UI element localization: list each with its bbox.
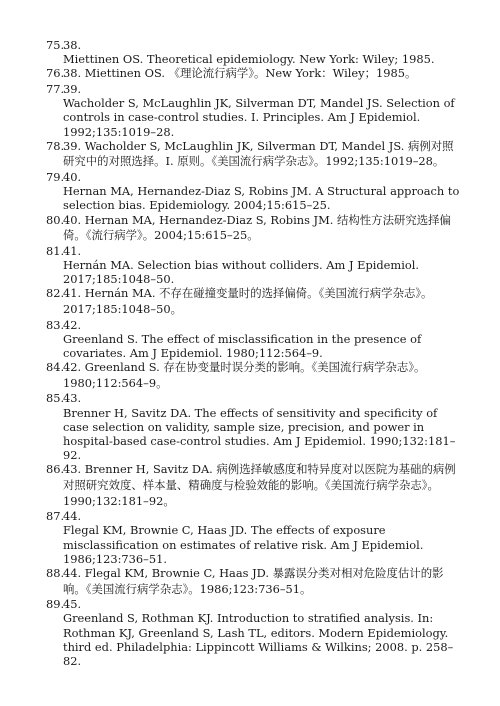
reference-entry	[0, 244, 500, 287]
reference-number: 76.	[46, 66, 65, 81]
reference-text: 44. Flegal KM, Brownie C, Haas JD. 暴露误分类对相对危险度估计的影响。《美国流行病学杂志》。1986;123:736–51。	[63, 566, 444, 596]
reference-number: 86.	[46, 462, 65, 477]
reference-number: 87.	[46, 509, 65, 524]
reference-citation: Miettinen OS. Theoretical epidemiology. New York: Wiley; 1985.	[63, 52, 435, 67]
reference-entry	[0, 286, 500, 317]
reference-entry	[0, 213, 500, 244]
reference-entry	[0, 462, 500, 509]
reference-entry	[0, 318, 500, 361]
reference-text: 40. Hernan MA, Hernandez-Diaz S, Robins JM. 结构性方法研究选择偏倚。《流行病学》。2004;15:615–25。	[63, 212, 451, 243]
reference-text: 39.	[63, 82, 82, 96]
reference-number: 80.	[46, 212, 65, 227]
reference-entry	[0, 509, 500, 566]
reference-number: 89.	[46, 597, 65, 612]
reference-text: 43. Brenner H, Savitz DA. 病例选择敏感度和特异度对以医院为基础的病例对照研究效度、样本量、精确度与检验效能的影响。《美国流行病学杂志》。1990;132:181–92。	[63, 462, 456, 508]
reference-number: 79.	[46, 170, 65, 184]
reference-text: 44.	[63, 509, 82, 524]
reference-entry	[0, 597, 500, 668]
reference-citation: Wacholder S, McLaughlin JK, Silverman DT, Mandel JS. Selection of controls in case-control studies. I. Principles. Am J Epidemiol. 1992;135:1019–28.	[63, 96, 455, 139]
reference-number: 82.	[46, 286, 65, 301]
reference-citation: Flegal KM, Brownie C, Haas JD. The effects of exposure misclassification on estimates of relative risk. Am J Epidemiol. 1986;123:736–51.	[63, 523, 424, 566]
reference-text: 38. Miettinen OS. 《理论流行病学》。New York：Wiley；1985。	[63, 66, 417, 81]
reference-text: 42. Greenland S. 存在协变量时误分类的影响。《美国流行病学杂志》。1980;112:564–9。	[63, 360, 426, 390]
reference-text: 45.	[63, 597, 82, 612]
reference-number: 84.	[46, 360, 65, 375]
reference-number: 77.	[46, 82, 65, 96]
reference-citation: Hernán MA. Selection bias without colliders. Am J Epidemiol. 2017;185:1048–50.	[63, 258, 419, 287]
reference-text: 39. Wacholder S, McLaughlin JK, Silverman DT, Mandel JS. 病例对照研究中的对照选择。I. 原则。《美国流行病学杂志》。1992;135:1019–28。	[63, 138, 454, 169]
reference-entry	[0, 566, 500, 597]
reference-entry	[0, 38, 500, 66]
reference-text: 42.	[63, 317, 82, 332]
reference-entry	[0, 170, 500, 213]
reference-number: 81.	[46, 243, 65, 258]
reference-text: 41. Hernán MA. 不存在碰撞变量时的选择偏倚。《美国流行病学杂志》。2017;185:1048–50。	[63, 286, 433, 316]
reference-number: 88.	[46, 566, 65, 580]
reference-entry	[0, 391, 500, 462]
reference-number: 83.	[46, 317, 65, 332]
reference-citation: Greenland S. The effect of misclassification in the presence of covariates. Am J Epidemiol. 1980;112:564–9.	[63, 331, 422, 360]
reference-text: 40.	[63, 170, 82, 184]
reference-text: 43.	[63, 391, 82, 406]
reference-number: 75.	[46, 38, 65, 52]
reference-entry	[0, 82, 500, 139]
reference-citation: Greenland S, Rothman KJ. Introduction to stratified analysis. In: Rothman KJ, Greenland S, Lash TL, editors. Modern Epidemiology. third ed. Philadelphia: Lippincott Williams & Wilkins; 2008. p. 258–82.	[63, 611, 454, 668]
reference-entry	[0, 360, 500, 391]
reference-number: 78.	[46, 138, 65, 153]
reference-citation: Brenner H, Savitz DA. The effects of sensitivity and specificity of case selection on validity, sample size, precision, and power in hospital-based case-control studies. Am J Epidemiol. 1990;132:181–92.	[63, 405, 456, 463]
reference-text: 41.	[63, 243, 82, 258]
reference-text: 38.	[63, 38, 82, 52]
reference-number: 85.	[46, 391, 65, 406]
reference-list	[0, 38, 500, 668]
reference-citation: Hernan MA, Hernandez-Diaz S, Robins JM. A Structural approach to selection bias. Epidemiology. 2004;15:615–25.	[63, 184, 460, 213]
reference-entry	[0, 66, 500, 82]
reference-entry	[0, 139, 500, 170]
